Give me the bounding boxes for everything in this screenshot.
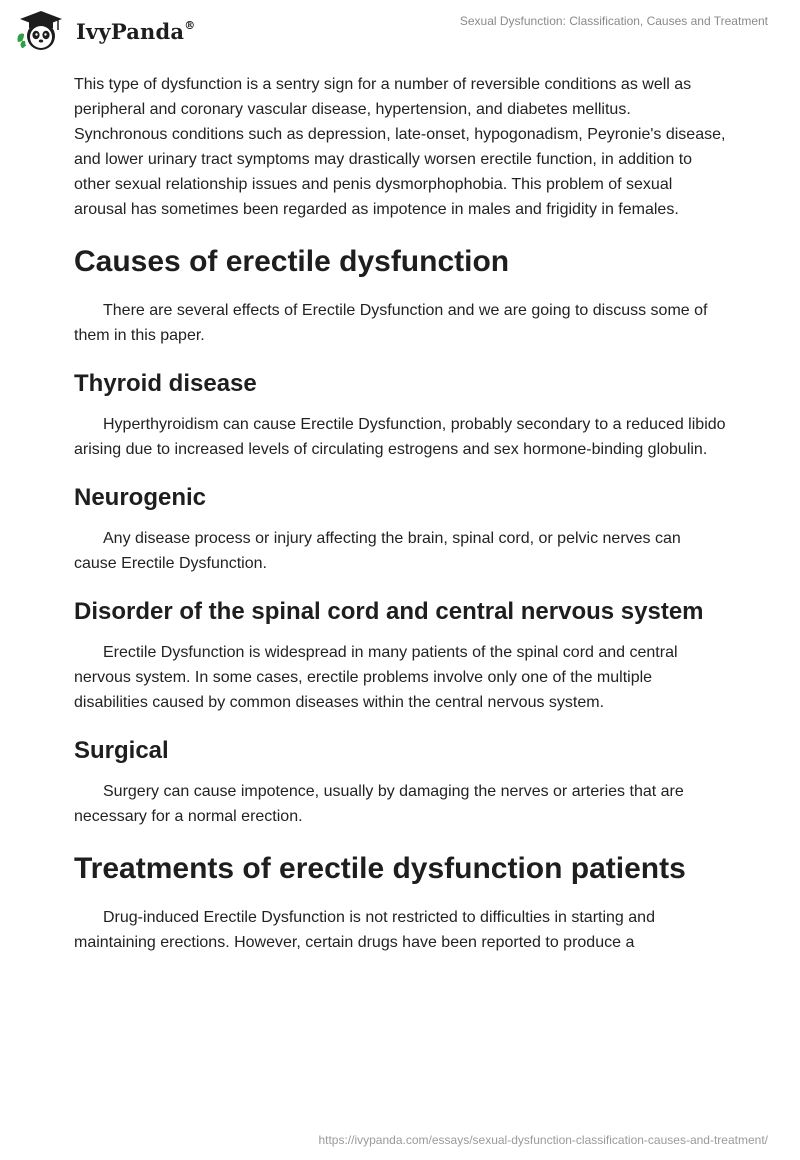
brand-label: IvyPanda — [76, 18, 185, 44]
brand-name — [76, 19, 195, 44]
treatments-heading: Treatments of erectile dysfunction patients — [74, 852, 686, 885]
thyroid-heading: Thyroid disease — [74, 370, 257, 397]
source-url-link[interactable]: https://ivypanda.com/essays/sexual-dysfunction-classification-causes-and-treatment/ — [318, 1133, 768, 1147]
intro-paragraph: This type of dysfunction is a sentry sign for a number of reversible conditions as well as peripheral and coronary vascular disease, hypertension, and diabetes mellitus. Synchronous conditions such as depression, late-onset, hypogonadism, Peyronie's disease, and lower urinary tract symptoms may drastically worsen erectile function, in addition to other sexual relationship issues and penis dysmorphophobia. This problem of sexual arousal has sometimes been regarded as impotence in males and frigidity in females. — [74, 76, 726, 218]
neurogenic-heading: Neurogenic — [74, 484, 207, 511]
document-title: Sexual Dysfunction: Classification, Causes and Treatment — [459, 14, 768, 28]
neurogenic-paragraph: Any disease process or injury affecting the brain, spinal cord, or pelvic nerves can cause Erectile Dysfunction. — [74, 530, 681, 572]
ivypanda-logo[interactable] — [14, 10, 195, 52]
thyroid-paragraph: Hyperthyroidism can cause Erectile Dysfunction, probably secondary to a reduced libido arising due to increased levels of circulating estrogens and sex hormone-binding globulin. — [74, 416, 726, 458]
essay-body — [74, 72, 726, 969]
spinal-cord-paragraph: Erectile Dysfunction is widespread in many patients of the spinal cord and central nervous system. In some cases, erectile problems involve only one of the multiple disabilities caused by common diseases within the central nervous system. — [74, 644, 678, 711]
page-header — [0, 0, 800, 60]
surgical-heading: Surgical — [74, 737, 169, 764]
panda-icon — [14, 10, 68, 52]
registered-mark: ® — [184, 18, 196, 32]
surgical-paragraph: Surgery can cause impotence, usually by damaging the nerves or arteries that are necessary for a normal erection. — [74, 783, 684, 825]
causes-heading: Causes of erectile dysfunction — [74, 245, 510, 278]
treatments-paragraph: Drug-induced Erectile Dysfunction is not restricted to difficulties in starting and maintaining erections. However, certain drugs have been reported to produce a — [74, 909, 655, 951]
causes-intro-paragraph: There are several effects of Erectile Dysfunction and we are going to discuss some of them in this paper. — [74, 302, 708, 344]
spinal-cord-heading: Disorder of the spinal cord and central nervous system — [74, 598, 704, 625]
